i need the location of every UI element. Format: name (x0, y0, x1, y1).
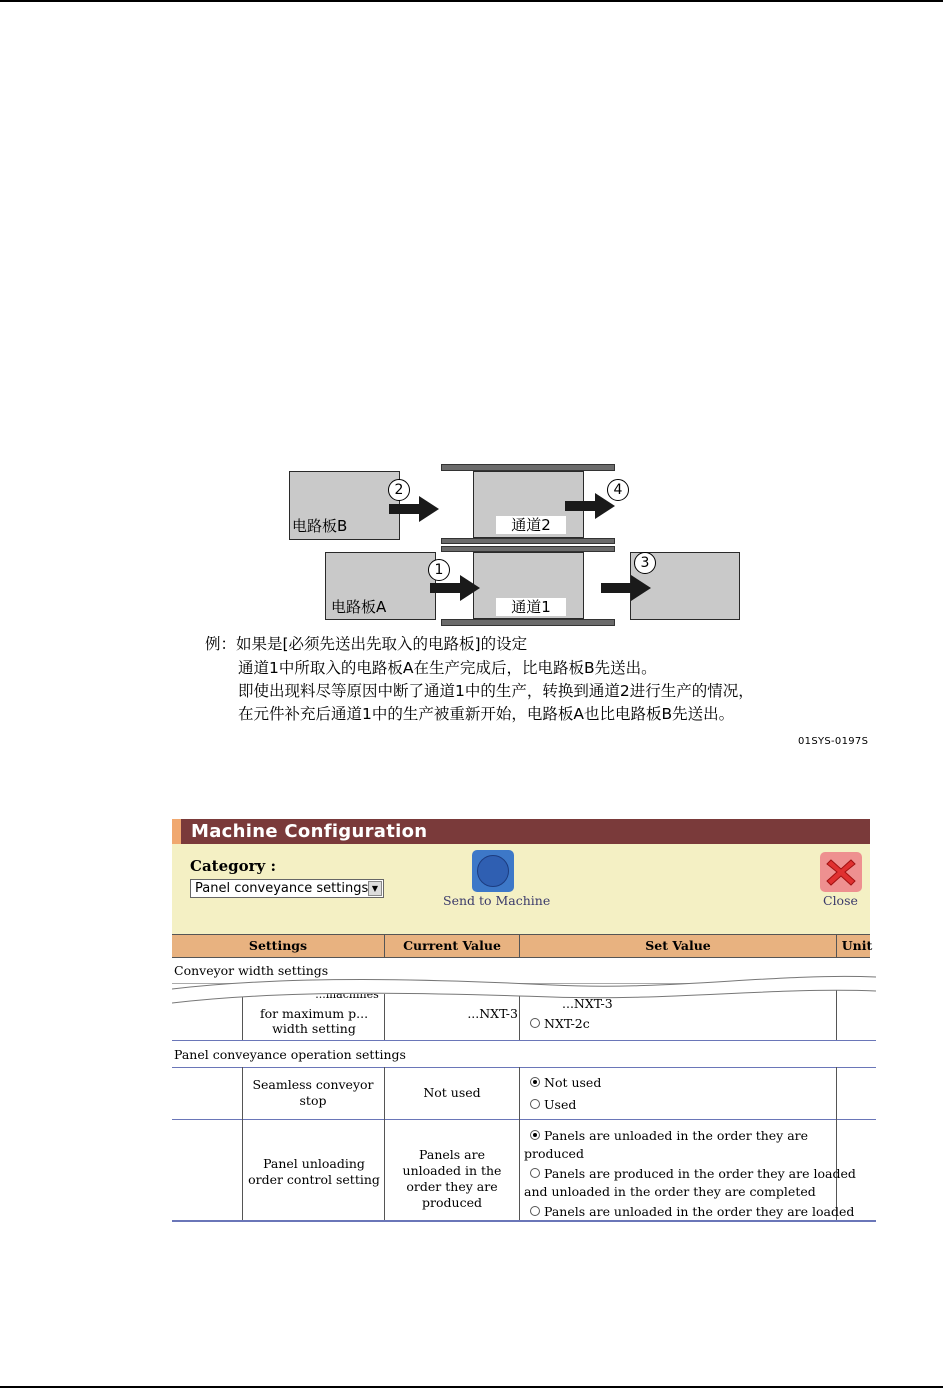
radio-loaded-completed[interactable] (530, 1168, 540, 1178)
row3-option-completed[interactable] (530, 1165, 856, 1182)
radio-not-used[interactable] (530, 1077, 540, 1087)
row2-option-not-used[interactable] (530, 1074, 601, 1091)
step-2-marker: 2 (388, 479, 410, 501)
row1-setting-frag2: width setting (272, 1021, 356, 1036)
row2-line-a (242, 1067, 243, 1119)
send-to-machine-label[interactable]: Send to Machine (443, 893, 551, 908)
col-unit: Unit (841, 938, 873, 953)
step-1-marker: 1 (428, 559, 450, 581)
close-icon (820, 852, 862, 892)
step-3-marker: 3 (634, 552, 656, 574)
row1-divider (172, 1040, 876, 1041)
row1-setting-frag: for maximum p... (259, 1006, 369, 1021)
col-current-value: Current Value (385, 935, 520, 957)
bottom-rule (0, 1386, 943, 1388)
row1-option-frag: ...NXT-3 (562, 996, 613, 1011)
row2-current: Not used (423, 1085, 481, 1100)
board-b-label: 电路板B (292, 517, 348, 535)
radio-nxt2c[interactable] (530, 1018, 540, 1028)
row1-current-frag: ...NXT-3 (467, 1006, 518, 1021)
row3-option-produced-cont: produced (524, 1146, 584, 1161)
row3-option-completed-label: Panels are produced in the order they are loaded (544, 1166, 856, 1181)
caption-line-3: 即使出现料尽等原因中断了通道1中的生产，转换到通道2进行生产的情况， (238, 682, 754, 700)
row3-line-a (242, 1119, 243, 1221)
wave-break (172, 967, 876, 1017)
row3-setting: Panel unloading order control setting (248, 1156, 380, 1187)
radio-unloaded-produced[interactable] (530, 1130, 540, 1140)
row3-line-c (519, 1119, 520, 1221)
row3-option-loaded-label: Panels are unloaded in the order they are loaded (544, 1204, 855, 1219)
row3-option-completed-cont: and unloaded in the order they are completed (524, 1184, 816, 1199)
row1-option-nxt2c[interactable] (530, 1015, 590, 1032)
chevron-down-icon[interactable]: ▼ (368, 881, 382, 896)
row2-option-used[interactable] (530, 1096, 576, 1113)
close-button[interactable] (820, 852, 862, 892)
category-label: Category : (190, 857, 277, 875)
caption-line-2: 通道1中所取入的电路板A在生产完成后，比电路板B先送出。 (238, 659, 657, 677)
toolbar (172, 844, 870, 934)
row2-option-used-label: Used (544, 1097, 577, 1112)
lane1-label: 通道1 (496, 598, 566, 616)
row3-current: Panels are unloaded in the order they are produced (402, 1147, 502, 1210)
row3-option-produced[interactable] (530, 1127, 808, 1144)
send-to-machine-button[interactable] (472, 850, 514, 892)
title-accent (172, 819, 181, 844)
radio-unloaded-loaded[interactable] (530, 1206, 540, 1216)
row1-setting-top: ...machines (315, 988, 379, 1001)
top-rule (0, 0, 943, 2)
row2-setting: Seamless conveyor stop (252, 1077, 374, 1108)
title-bar (172, 819, 870, 844)
row3-line-b (384, 1119, 385, 1221)
row3-option-loaded[interactable] (530, 1203, 854, 1220)
col-set-value: Set Value (520, 935, 837, 957)
section2-divider (172, 1067, 876, 1068)
caption-line-1: 例：如果是[必须先送出先取入的电路板]的设定 (205, 635, 528, 653)
row2-line-c (519, 1067, 520, 1119)
lane2-rail-bottom (441, 538, 615, 544)
row3-divider (172, 1220, 876, 1222)
figure-code: 01SYS-0197S (798, 736, 869, 747)
lane2-rail-top (441, 464, 615, 471)
row1-option-nxt2c-label: NXT-2c (544, 1016, 590, 1031)
arrow-3-icon (601, 575, 653, 601)
row2-line-d (836, 1067, 837, 1119)
step-4-marker: 4 (607, 479, 629, 501)
category-select[interactable] (190, 879, 384, 898)
row2-option-not-used-label: Not used (544, 1075, 602, 1090)
lane1-rail-bottom (441, 619, 615, 626)
section-conveyor-width: Conveyor width settings (174, 963, 329, 978)
radio-used[interactable] (530, 1099, 540, 1109)
caption-line-4: 在元件补充后通道1中的生产被重新开始，电路板A也比电路板B先送出。 (238, 705, 735, 723)
col-settings: Settings (172, 935, 385, 957)
lane2-label: 通道2 (496, 516, 566, 534)
close-label[interactable]: Close (823, 893, 858, 908)
window-title: Machine Configuration (191, 821, 428, 842)
board-a-label: 电路板A (331, 598, 387, 616)
category-value: Panel conveyance settings (195, 881, 369, 896)
table-header (172, 934, 873, 958)
send-icon (477, 855, 509, 887)
row2-divider (172, 1119, 876, 1120)
row3-option-produced-label: Panels are unloaded in the order they are (544, 1128, 809, 1143)
section-panel-conveyance-operation: Panel conveyance operation settings (174, 1047, 406, 1062)
machine-config-screenshot (172, 819, 876, 1223)
